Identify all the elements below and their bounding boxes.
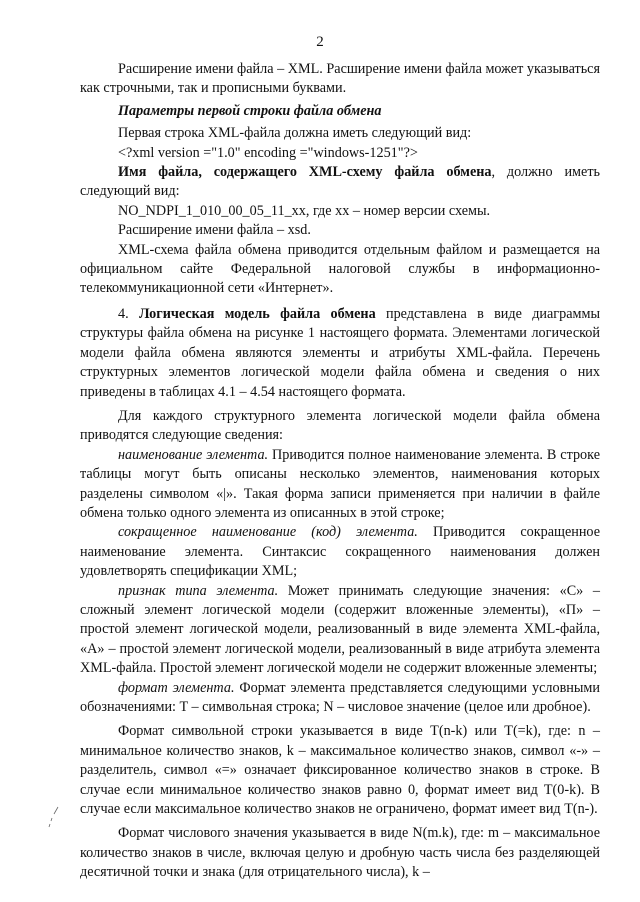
scan-artifact-mark bbox=[48, 806, 62, 828]
paragraph-element-format bbox=[80, 679, 600, 718]
paragraph-element-type bbox=[80, 582, 600, 679]
xml-declaration-example: <?xml version ="1.0" encoding ="windows-1251"?> bbox=[118, 144, 418, 161]
element-type-term: признак типа элемента. bbox=[118, 582, 279, 599]
schema-filename-pattern: NO_NDPI_1_010_00_05_11_xx, где xx – номер версии схемы. bbox=[118, 202, 491, 219]
paragraph-element-info-intro: Для каждого структурного элемента логической модели файла обмена приводятся следующие сведения: bbox=[80, 407, 600, 444]
element-format-text: Формат элемента представляется следующими условными обозначениями: T – символьная строка; N – числовое значение (целое или дробное). bbox=[80, 679, 600, 715]
element-name-term: наименование элемента. bbox=[118, 446, 269, 463]
paragraph-file-extension: Расширение имени файла – XML. Расширение имени файла может указываться как строчными, так и прописными буквами. bbox=[80, 61, 600, 97]
element-name-text: Приводится полное наименование элемента. В строке таблицы могут быть описаны несколько элементов, наименования которых разделены символом «|». Такая форма записи применяется при наличии в файле обмена только одного элемента из описанных в этой строке; bbox=[80, 446, 600, 521]
element-type-text: Может принимать следующие значения: «С» – сложный элемент логической модели (содержит вложенные элементы), «П» – простой элемент логической модели, реализованный в виде элемента XML-файла, «А» – простой элемент логической модели, реализованный в виде атрибута элемента XML-файла. Простой элемент логической модели не содержит вложенные элементы; bbox=[80, 582, 600, 677]
schema-extension: Расширение имени файла – xsd. bbox=[118, 222, 311, 239]
paragraph-element-code bbox=[80, 523, 600, 581]
section-heading-first-line: Параметры первой строки файла обмена bbox=[118, 102, 382, 119]
paragraph-schema-publication: XML-схема файла обмена приводится отдельным файлом и размещается на официальном сайте Федеральной налоговой службы в информационно-телекоммуникационной сети «Интернет». bbox=[80, 241, 600, 297]
section-number: 4. bbox=[118, 305, 139, 322]
page-number: 2 bbox=[316, 34, 324, 50]
paragraph-logical-model bbox=[80, 305, 600, 402]
element-format-term: формат элемента. bbox=[118, 679, 235, 696]
paragraph-schema-filename bbox=[80, 163, 600, 202]
paragraph-numeric-format: Формат числового значения указывается в виде N(m.k), где: m – максимальное количество знаков в числе, включая целую и дробную часть числа без разделяющей десятичной точки и знака (для отрицательного числа), k – bbox=[80, 825, 600, 881]
logical-model-text: представлена в виде диаграммы структуры файла обмена на рисунке 1 настоящего формата. Элементами логической модели файла обмена являются элементы и атрибуты XML-файла. Перечень структурных элементов логической модели файла обмена и сведения о них приведены в таблицах 4.1 – 4.54 настоящего формата. bbox=[80, 305, 601, 400]
paragraph-element-name bbox=[80, 446, 600, 524]
paragraph-string-format: Формат символьной строки указывается в виде T(n-k) или T(=k), где: n – минимальное количество знаков, k – максимальное количество знаков, символ «-» – разделитель, символ «=» означает фиксированное количество знаков в строке. В случае если минимальное количество знаков равно 0, формат имеет вид T(0-k). В случае если максимальное количество знаков не ограничено, формат имеет вид T(n-). bbox=[80, 723, 600, 818]
document-body bbox=[80, 60, 600, 883]
element-code-term: сокращенное наименование (код) элемента. bbox=[118, 524, 418, 541]
schema-filename-text: , должно иметь следующий вид: bbox=[80, 164, 600, 200]
paragraph-first-line: Первая строка XML-файла должна иметь следующий вид: bbox=[118, 125, 472, 142]
schema-filename-term: Имя файла, содержащего XML-схему файла обмена bbox=[118, 164, 492, 181]
logical-model-term: Логическая модель файла обмена bbox=[138, 305, 376, 322]
element-code-text: Приводится сокращенное наименование элемента. Синтаксис сокращенного наименования должен удовлетворять спецификации XML; bbox=[80, 524, 600, 580]
